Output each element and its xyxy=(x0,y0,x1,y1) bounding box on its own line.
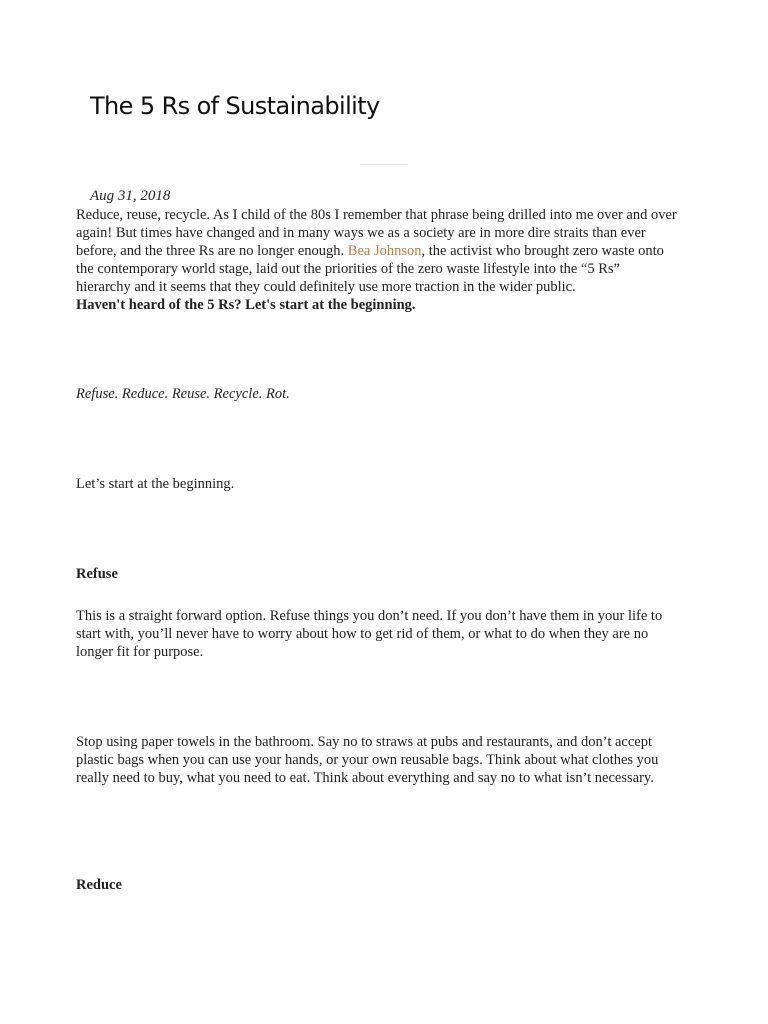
heading-refuse: Refuse xyxy=(76,566,118,582)
refuse-paragraph-2: Stop using paper towels in the bathroom. Say no to straws at pubs and restaurants, and don’t accept plastic bags when you can use your hands, or your own reusable bags. Think about what clothes you really need to buy, what you need to eat. Think about everything and say no to what isn’t necessary. xyxy=(76,734,659,786)
start-line: Let’s start at the beginning. xyxy=(76,476,235,492)
tagline: Refuse. Reduce. Reuse. Recycle. Rot. xyxy=(76,386,290,402)
intro-bold-line: Haven't heard of the 5 Rs? Let's start at the beginning. xyxy=(76,297,416,313)
intro-text-before-link: Reduce, reuse, recycle. As I child of the 80s I remember that phrase being drilled into me over and over again! But times have changed and in many ways we as a society are in more dire straits than ever before, and the three Rs are no longer enough. xyxy=(76,207,677,259)
post-date: Aug 31, 2018 xyxy=(90,188,171,204)
intro-paragraph xyxy=(76,206,678,296)
bea-johnson-link[interactable]: Bea Johnson xyxy=(347,243,422,259)
intro-text-after-link: , the activist who brought zero waste onto the contemporary world stage, laid out the priorities of the zero waste lifestyle into the “5 Rs” hierarchy and it seems that they could definitely use more traction in the wider public. xyxy=(76,243,664,295)
heading-reduce: Reduce xyxy=(76,877,122,893)
page-title: The 5 Rs of Sustainability xyxy=(90,92,380,120)
title-divider xyxy=(360,164,408,165)
refuse-paragraph-1: This is a straight forward option. Refuse things you don’t need. If you don’t have them in your life to start with, you’ll never have to worry about how to get rid of them, or what to do when they are no longer fit for purpose. xyxy=(76,608,663,660)
